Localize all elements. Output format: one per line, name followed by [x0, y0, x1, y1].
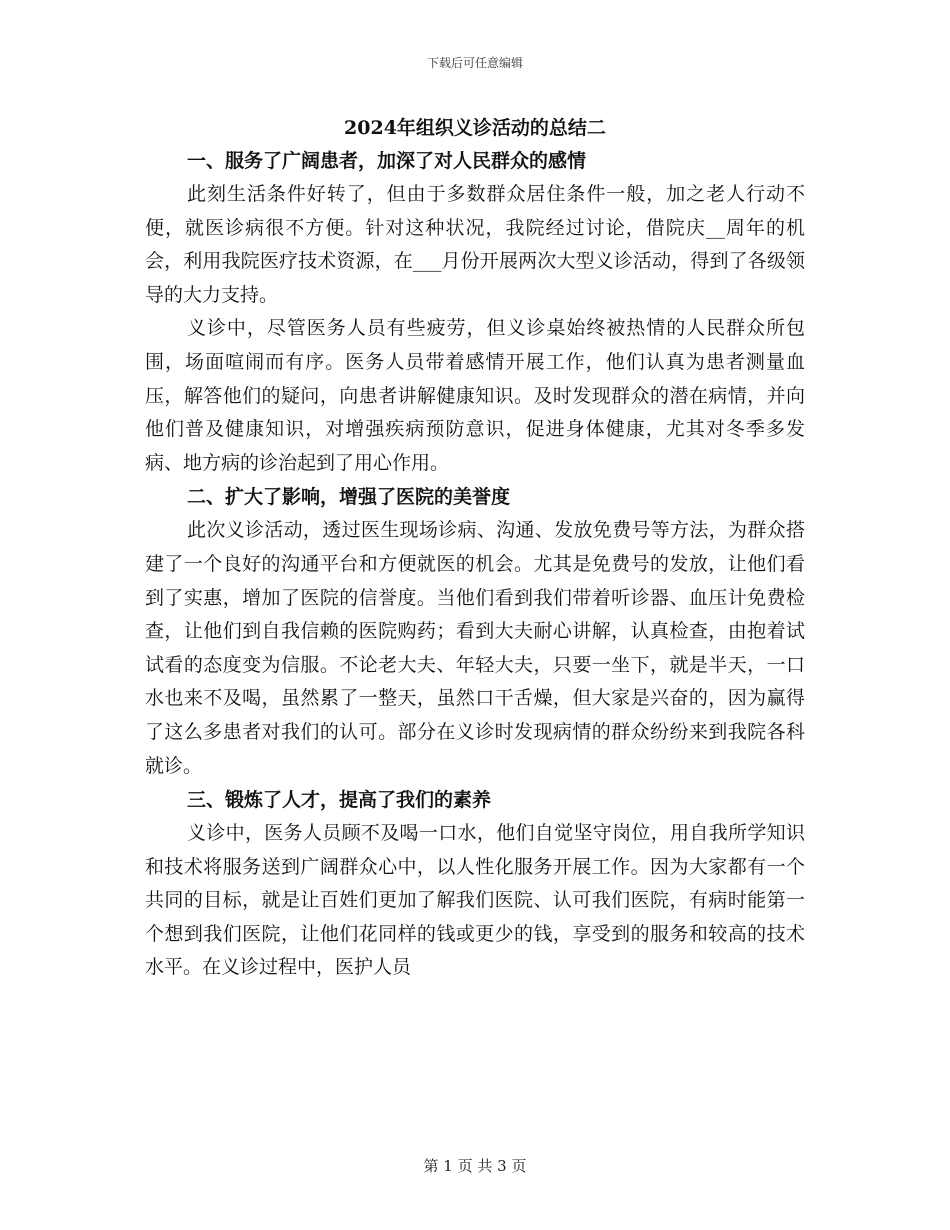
- header-note: 下载后可任意编辑: [426, 56, 523, 70]
- section-heading-3: 三、锻炼了人才，提高了我们的素养: [187, 789, 492, 812]
- page-number: 第 1 页 共 3 页: [423, 1157, 527, 1175]
- section-heading-1: 一、服务了广阔患者，加深了对人民群众的感情: [187, 150, 587, 172]
- section-1-paragraph-2: 义诊中，尽管医务人员有些疲劳，但义诊桌始终被热情的人民群众所包围，场面喧闹而有序。医务人员带着感情开展工作，他们认真为患者测量血压，解答他们的疑问，向患者讲解健康知识。及时发现群众的潜在病情，并向他们普及健康知识，对增强疾病预防意识，促进身体健康，尤其对冬季多发病、地方病的诊治起到了用心作用。: [145, 317, 805, 474]
- section-1-paragraph-1: 此刻生活条件好转了，但由于多数群众居住条件一般，加之老人行动不便，就医诊病很不方便。针对这种状况，我院经过讨论，借院庆__周年的机会，利用我院医疗技术资源，在___月份开展两次大型义诊活动，得到了各级领导的大力支持。: [145, 183, 805, 306]
- section-2-paragraph-1: 此次义诊活动，透过医生现场诊病、沟通、发放免费号等方法，为群众搭建了一个良好的沟通平台和方便就医的机会。尤其是免费号的发放，让他们看到了实惠，增加了医院的信誉度。当他们看到我们带着听诊器、血压计免费检查，让他们到自我信赖的医院购药；看到大夫耐心讲解，认真检查，由抱着试试看的态度变为信服。不论老大夫、年轻大夫，只要一坐下，就是半天，一口水也来不及喝，虽然累了一整天，虽然口干舌燥，但大家是兴奋的，因为赢得了这么多患者对我们的认可。部分在义诊时发现病情的群众纷纷来到我院各科就诊。: [145, 519, 805, 777]
- document-title: 2024年组织义诊活动的总结二: [344, 117, 606, 139]
- section-heading-2: 二、扩大了影响，增强了医院的美誉度: [187, 486, 511, 509]
- section-3-paragraph-1: 义诊中，医务人员顾不及喝一口水，他们自觉坚守岗位，用自我所学知识和技术将服务送到广阔群众心中，以人性化服务开展工作。因为大家都有一个共同的目标，就是让百姓们更加了解我们医院、认可我们医院，有病时能第一个想到我们医院，让他们花同样的钱或更少的钱，享受到的服务和较高的技术水平。在义诊过程中，医护人员: [145, 822, 805, 979]
- document-body: [145, 112, 805, 985]
